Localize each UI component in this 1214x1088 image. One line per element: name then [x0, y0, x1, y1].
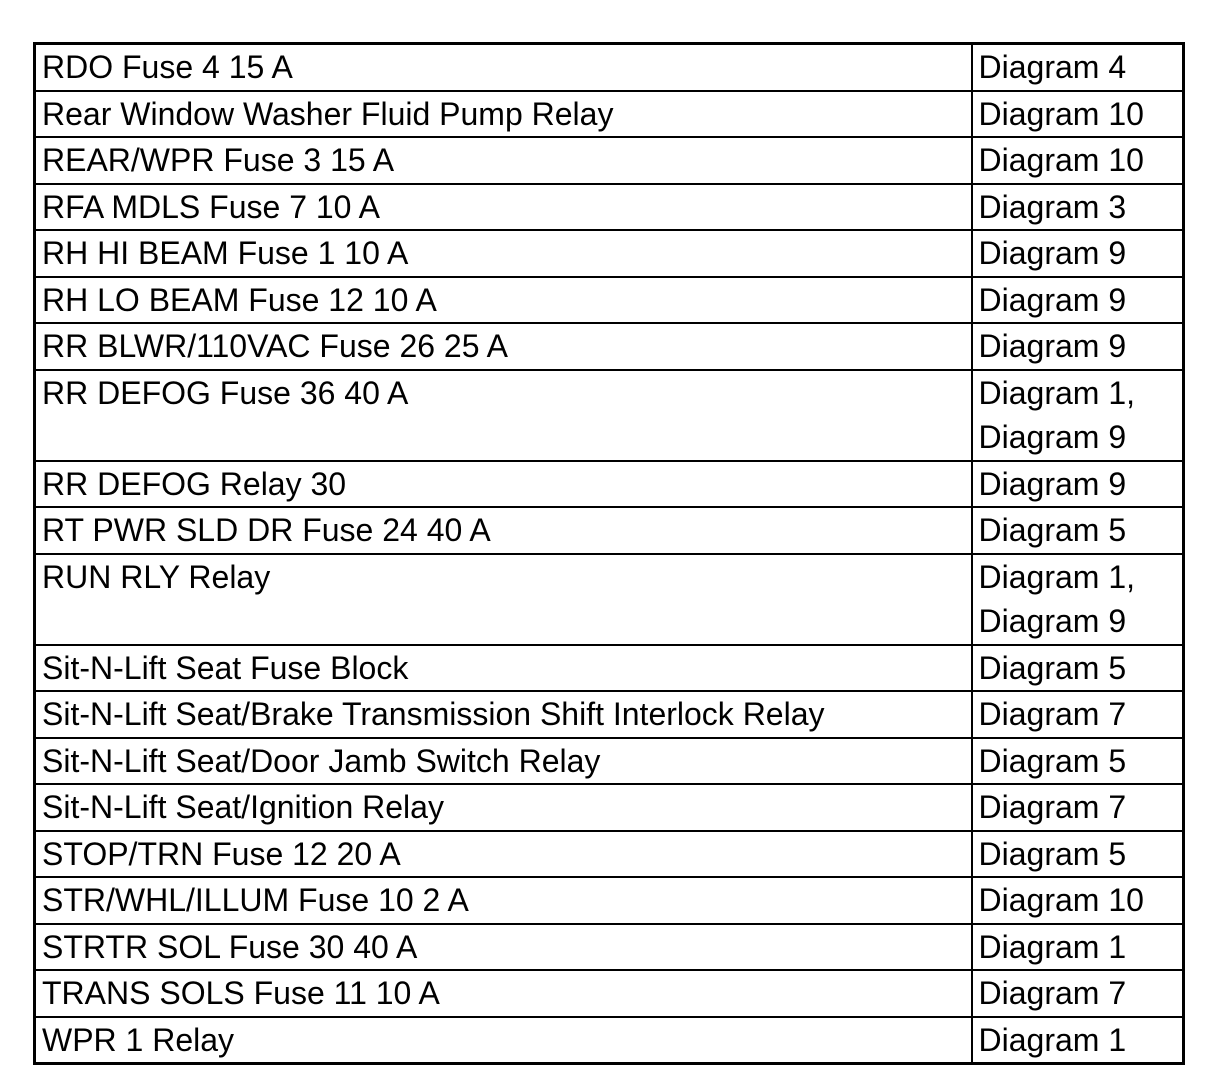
diagram-reference-cell: Diagram 5 [972, 507, 1184, 554]
component-name-cell: Sit-N-Lift Seat/Ignition Relay [35, 784, 972, 831]
table-row [35, 44, 1184, 91]
component-name-cell: REAR/WPR Fuse 3 15 A [35, 137, 972, 184]
table-row [35, 784, 1184, 831]
component-name-cell: STOP/TRN Fuse 12 20 A [35, 831, 972, 878]
diagram-reference-cell: Diagram 4 [972, 44, 1184, 91]
component-name-cell: RR DEFOG Relay 30 [35, 461, 972, 508]
table-row [35, 230, 1184, 277]
table-row [35, 831, 1184, 878]
table-row [35, 970, 1184, 1017]
diagram-reference-cell: Diagram 9 [972, 277, 1184, 324]
component-name-cell: RDO Fuse 4 15 A [35, 44, 972, 91]
table-row [35, 554, 1184, 645]
table-body [35, 44, 1184, 1064]
component-name-cell: STR/WHL/ILLUM Fuse 10 2 A [35, 877, 972, 924]
table-row [35, 1017, 1184, 1064]
component-name-cell: WPR 1 Relay [35, 1017, 972, 1064]
table-row [35, 91, 1184, 138]
component-name-cell: RH HI BEAM Fuse 1 10 A [35, 230, 972, 277]
component-index-table [33, 42, 1185, 1065]
component-name-cell: Sit-N-Lift Seat Fuse Block [35, 645, 972, 692]
diagram-reference-cell: Diagram 3 [972, 184, 1184, 231]
diagram-reference-cell: Diagram 10 [972, 877, 1184, 924]
diagram-reference-cell: Diagram 5 [972, 645, 1184, 692]
diagram-reference-cell: Diagram 7 [972, 784, 1184, 831]
diagram-reference-cell: Diagram 5 [972, 831, 1184, 878]
table-row [35, 277, 1184, 324]
table-row [35, 738, 1184, 785]
component-name-cell: RT PWR SLD DR Fuse 24 40 A [35, 507, 972, 554]
table-row [35, 137, 1184, 184]
component-name-cell: STRTR SOL Fuse 30 40 A [35, 924, 972, 971]
table-row [35, 184, 1184, 231]
table-row [35, 877, 1184, 924]
component-name-cell: Sit-N-Lift Seat/Door Jamb Switch Relay [35, 738, 972, 785]
diagram-reference-cell: Diagram 1 [972, 1017, 1184, 1064]
table-row [35, 691, 1184, 738]
table-row [35, 645, 1184, 692]
component-name-cell: RR DEFOG Fuse 36 40 A [35, 370, 972, 461]
diagram-reference-cell: Diagram 7 [972, 970, 1184, 1017]
component-name-cell: RUN RLY Relay [35, 554, 972, 645]
component-name-cell: Rear Window Washer Fluid Pump Relay [35, 91, 972, 138]
component-name-cell: RFA MDLS Fuse 7 10 A [35, 184, 972, 231]
component-name-cell: RH LO BEAM Fuse 12 10 A [35, 277, 972, 324]
diagram-reference-cell: Diagram 1, Diagram 9 [972, 370, 1184, 461]
component-name-cell: TRANS SOLS Fuse 11 10 A [35, 970, 972, 1017]
table-row [35, 924, 1184, 971]
table-row [35, 370, 1184, 461]
table-row [35, 507, 1184, 554]
diagram-reference-cell: Diagram 9 [972, 461, 1184, 508]
component-name-cell: Sit-N-Lift Seat/Brake Transmission Shift Interlock Relay [35, 691, 972, 738]
table-row [35, 461, 1184, 508]
diagram-reference-cell: Diagram 10 [972, 137, 1184, 184]
table-row [35, 323, 1184, 370]
diagram-reference-cell: Diagram 7 [972, 691, 1184, 738]
diagram-reference-cell: Diagram 5 [972, 738, 1184, 785]
diagram-reference-cell: Diagram 10 [972, 91, 1184, 138]
diagram-reference-cell: Diagram 1 [972, 924, 1184, 971]
diagram-reference-cell: Diagram 9 [972, 323, 1184, 370]
diagram-reference-cell: Diagram 1, Diagram 9 [972, 554, 1184, 645]
diagram-reference-cell: Diagram 9 [972, 230, 1184, 277]
component-name-cell: RR BLWR/110VAC Fuse 26 25 A [35, 323, 972, 370]
